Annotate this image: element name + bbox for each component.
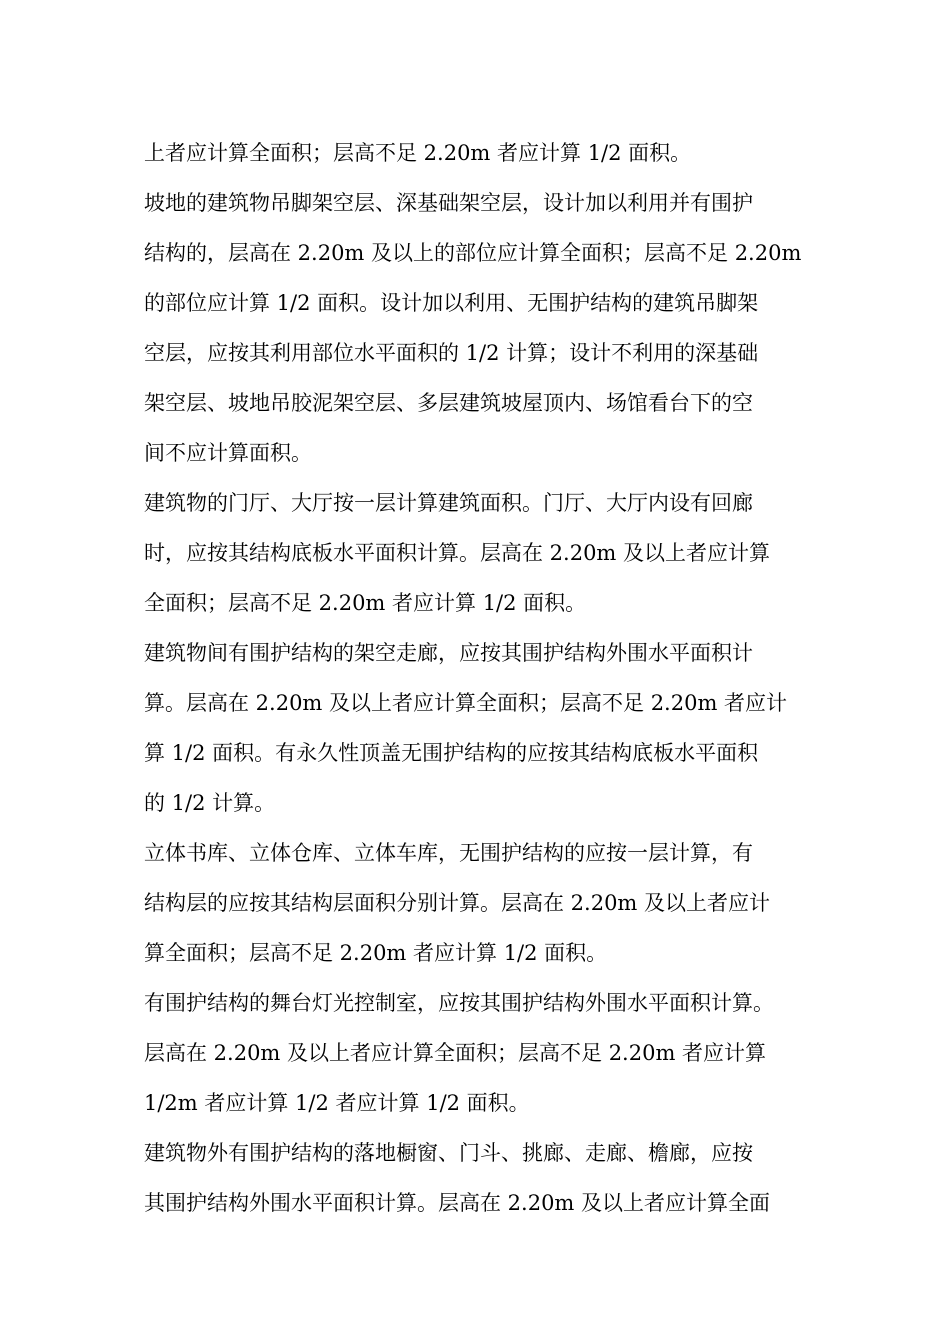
- text-line: 建筑物间有围护结构的架空走廊，应按其围护结构外围水平面积计: [144, 641, 753, 665]
- text-line: 上者应计算全面积；层高不足 2.20m 者应计算 1/2 面积。: [144, 141, 692, 165]
- text-line: 的部位应计算 1/2 面积。设计加以利用、无围护结构的建筑吊脚架: [144, 291, 759, 315]
- text-line: 时，应按其结构底板水平面积计算。层高在 2.20m 及以上者应计算: [144, 541, 771, 565]
- text-line: 其围护结构外围水平面积计算。层高在 2.20m 及以上者应计算全面: [144, 1191, 771, 1215]
- text-line: 层高在 2.20m 及以上者应计算全面积；层高不足 2.20m 者应计算: [144, 1041, 767, 1065]
- text-line: 结构的，层高在 2.20m 及以上的部位应计算全面积；层高不足 2.20m: [144, 241, 802, 265]
- document-body: [144, 128, 824, 1228]
- text-line: 架空层、坡地吊胶泥架空层、多层建筑坡屋顶内、场馆看台下的空: [144, 391, 753, 415]
- text-line: 建筑物外有围护结构的落地橱窗、门斗、挑廊、走廊、檐廊，应按: [144, 1141, 753, 1165]
- text-line: 的 1/2 计算。: [144, 791, 276, 815]
- text-line: 坡地的建筑物吊脚架空层、深基础架空层，设计加以利用并有围护: [144, 191, 753, 215]
- text-line: 1/2m 者应计算 1/2 者应计算 1/2 面积。: [144, 1091, 530, 1115]
- text-line: 立体书库、立体仓库、立体车库，无围护结构的应按一层计算，有: [144, 841, 753, 865]
- text-line: 有围护结构的舞台灯光控制室，应按其围护结构外围水平面积计算。: [144, 991, 774, 1015]
- text-line: 建筑物的门厅、大厅按一层计算建筑面积。门厅、大厅内设有回廊: [144, 491, 753, 515]
- text-line: 空层，应按其利用部位水平面积的 1/2 计算；设计不利用的深基础: [144, 341, 759, 365]
- text-line: 间不应计算面积。: [144, 441, 312, 465]
- text-line: 算全面积；层高不足 2.20m 者应计算 1/2 面积。: [144, 941, 608, 965]
- text-line: 全面积；层高不足 2.20m 者应计算 1/2 面积。: [144, 591, 587, 615]
- text-line: 结构层的应按其结构层面积分别计算。层高在 2.20m 及以上者应计: [144, 891, 771, 915]
- text-line: 算。层高在 2.20m 及以上者应计算全面积；层高不足 2.20m 者应计: [144, 691, 788, 715]
- text-line: 算 1/2 面积。有永久性顶盖无围护结构的应按其结构底板水平面积: [144, 741, 759, 765]
